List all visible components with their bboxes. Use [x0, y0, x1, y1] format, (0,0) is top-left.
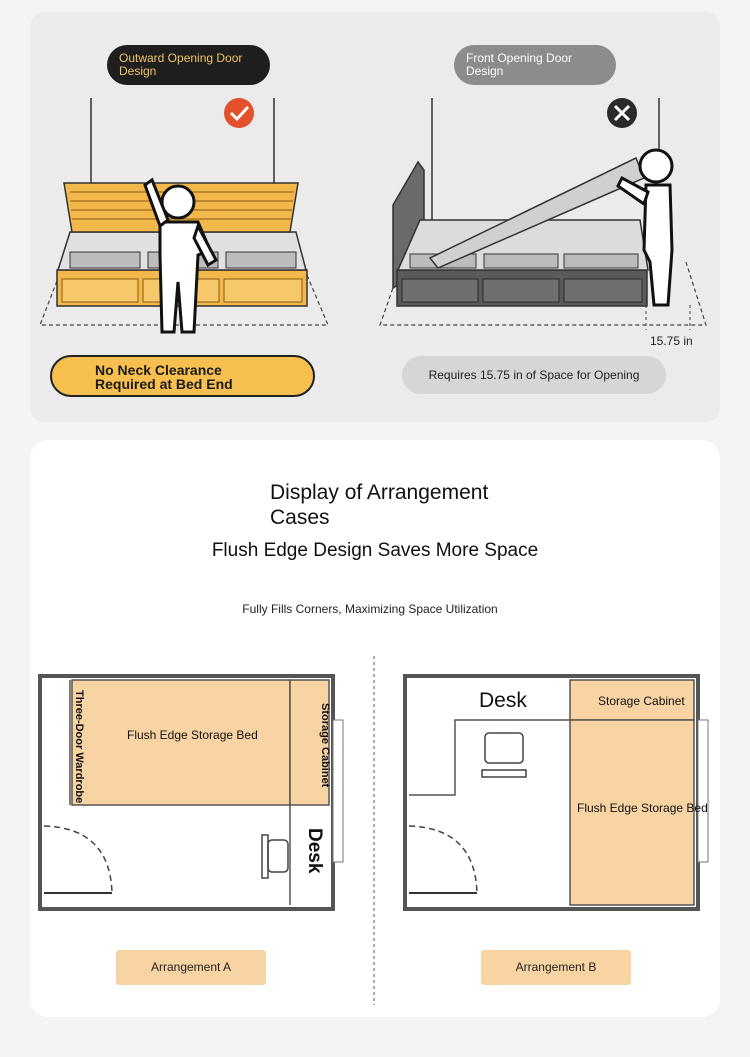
arrangement-b-button[interactable]: Arrangement B — [481, 950, 631, 985]
window-a — [333, 720, 343, 862]
caption-line-1: No Neck Clearance — [95, 362, 222, 378]
outward-bed-illustration — [40, 98, 328, 332]
section-subtitle: Flush Edge Design Saves More Space — [211, 540, 539, 561]
bed-label-b: Flush Edge Storage Bed — [577, 801, 708, 815]
desk-label-a: Desk — [304, 828, 325, 874]
front-door-pill: Front Opening Door Design — [454, 45, 616, 85]
space-required-caption: Requires 15.75 in of Space for Opening — [402, 356, 666, 394]
window-b — [698, 720, 708, 862]
section-note: Fully Fills Corners, Maximizing Space Utilization — [242, 602, 498, 616]
front-bed-illustration — [380, 98, 706, 330]
arrangement-a-button[interactable]: Arrangement A — [116, 950, 266, 985]
bed-block-a — [72, 680, 290, 805]
section-title: Display of Arrangement Cases — [270, 481, 489, 529]
cabinet-label-a: Storage Cabinet — [319, 703, 331, 788]
check-circle-icon — [224, 98, 254, 128]
cabinet-label-b: Storage Cabinet — [598, 694, 685, 708]
wardrobe-label-a: Three-Door Wardrobe — [73, 690, 85, 804]
dimension-label: 15.75 in — [650, 334, 693, 348]
caption-line-2: Required at Bed End — [95, 376, 233, 392]
floor-plan-b — [405, 676, 708, 909]
desk-label-b: Desk — [479, 689, 527, 712]
outward-door-pill: Outward Opening Door Design — [107, 45, 270, 85]
floor-plan-a — [40, 676, 343, 909]
bed-label-a: Flush Edge Storage Bed — [127, 728, 258, 742]
no-clearance-caption — [50, 355, 315, 397]
